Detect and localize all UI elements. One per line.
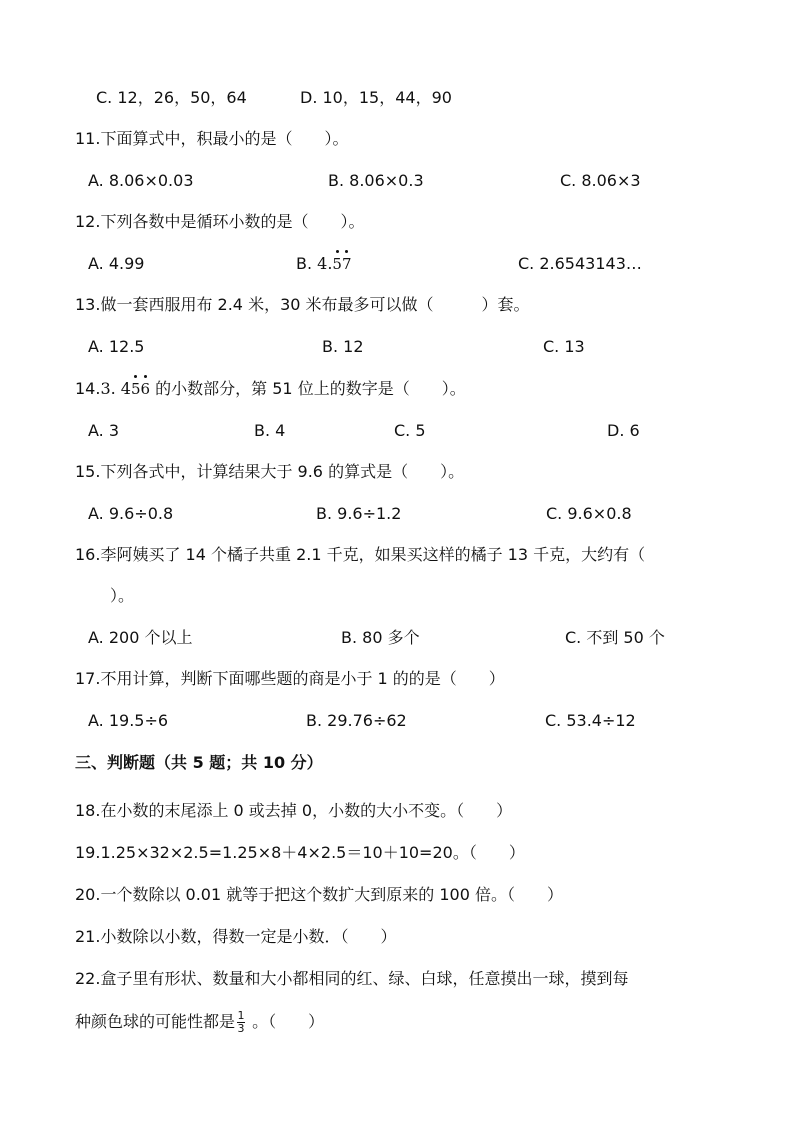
q16-option-c: C. 不到 50 个 (565, 628, 665, 647)
q12-stem: 12.下列各数中是循环小数的是（ ）。 (75, 212, 365, 231)
q14-option-c: C. 5 (394, 421, 426, 440)
q13-option-c: C. 13 (543, 337, 585, 356)
q22-fraction (237, 1010, 245, 1035)
q12-option-b-repeating-digit-1: 5 (332, 255, 342, 273)
q10-option-d: D. 10，15，44，90 (300, 88, 452, 107)
q15-option-a: A. 9.6÷0.8 (88, 504, 174, 523)
q16-option-b: B. 80 多个 (341, 628, 420, 647)
q14-repeating-digit-1: 5 (130, 380, 141, 398)
q11-stem: 11.下面算式中，积最小的是（ ）。 (75, 129, 349, 148)
q12-option-b-repeating-digit-2: 7 (341, 255, 352, 273)
q14-stem (75, 378, 466, 400)
q17-option-b: B. 29.76÷62 (306, 711, 407, 730)
q14-option-d: D. 6 (607, 421, 640, 440)
q21-stem: 21.小数除以小数，得数一定是小数．（ ） (75, 927, 397, 946)
q11-option-c: C. 8.06×3 (560, 171, 641, 190)
q22-stem: 22.盒子里有形状、数量和大小都相同的红、绿、白球，任意摸出一球，摸到每 (75, 969, 629, 988)
q22-fraction-denominator: 3 (237, 1022, 245, 1035)
q14-option-a: A. 3 (88, 421, 120, 440)
q14-stem-rest: 的小数部分，第 51 位上的数字是（ ）。 (150, 379, 466, 398)
q15-option-c: C. 9.6×0.8 (546, 504, 632, 523)
q16-stem-continued: ）。 (110, 586, 135, 605)
q14-number-int: 3. 4 (100, 379, 131, 398)
q11-option-a: A. 8.06×0.03 (88, 171, 194, 190)
q11-option-b: B. 8.06×0.3 (328, 171, 424, 190)
q10-option-c: C. 12，26，50，64 (96, 88, 247, 107)
q12-option-c: C. 2.6543143… (518, 254, 642, 273)
q13-stem: 13.做一套西服用布 2.4 米，30 米布最多可以做（ ）套。 (75, 295, 530, 314)
q12-option-b (296, 253, 352, 275)
q12-option-a: A. 4.99 (88, 254, 145, 273)
q13-option-a: A. 12.5 (88, 337, 145, 356)
q17-option-c: C. 53.4÷12 (545, 711, 636, 730)
q16-option-a: A. 200 个以上 (88, 628, 193, 647)
q14-option-b: B. 4 (254, 421, 286, 440)
q12-option-b-prefix: B. (296, 254, 318, 273)
q12-option-b-int: 4. (317, 254, 333, 273)
q17-stem: 17.不用计算，判断下面哪些题的商是小于 1 的的是（ ） (75, 669, 505, 688)
q22-stem-continued-rest: 。（ ） (247, 1012, 325, 1031)
q14-stem-prefix: 14. (75, 379, 101, 398)
q13-option-b: B. 12 (322, 337, 364, 356)
q18-stem: 18.在小数的末尾添上 0 或去掉 0，小数的大小不变。（ ） (75, 801, 513, 820)
q19-stem: 19.1.25×32×2.5=1.25×8＋4×2.5＝10＋10=20。（ ） (75, 843, 525, 862)
section-heading-true-false: 三、判断题（共 5 题；共 10 分） (75, 753, 323, 772)
q20-stem: 20.一个数除以 0.01 就等于把这个数扩大到原来的 100 倍。（ ） (75, 885, 563, 904)
q17-option-a: A. 19.5÷6 (88, 711, 169, 730)
q22-stem-continued (75, 1010, 324, 1035)
q22-fraction-numerator: 1 (237, 1009, 245, 1022)
q15-stem: 15.下列各式中，计算结果大于 9.6 的算式是（ ）。 (75, 462, 465, 481)
q14-repeating-digit-2: 6 (140, 380, 151, 398)
q16-stem: 16.李阿姨买了 14 个橘子共重 2.1 千克，如果买这样的橘子 13 千克，大约有（ (75, 545, 646, 564)
q22-stem-continued-prefix: 种颜色球的可能性都是 (75, 1012, 236, 1031)
q15-option-b: B. 9.6÷1.2 (316, 504, 402, 523)
